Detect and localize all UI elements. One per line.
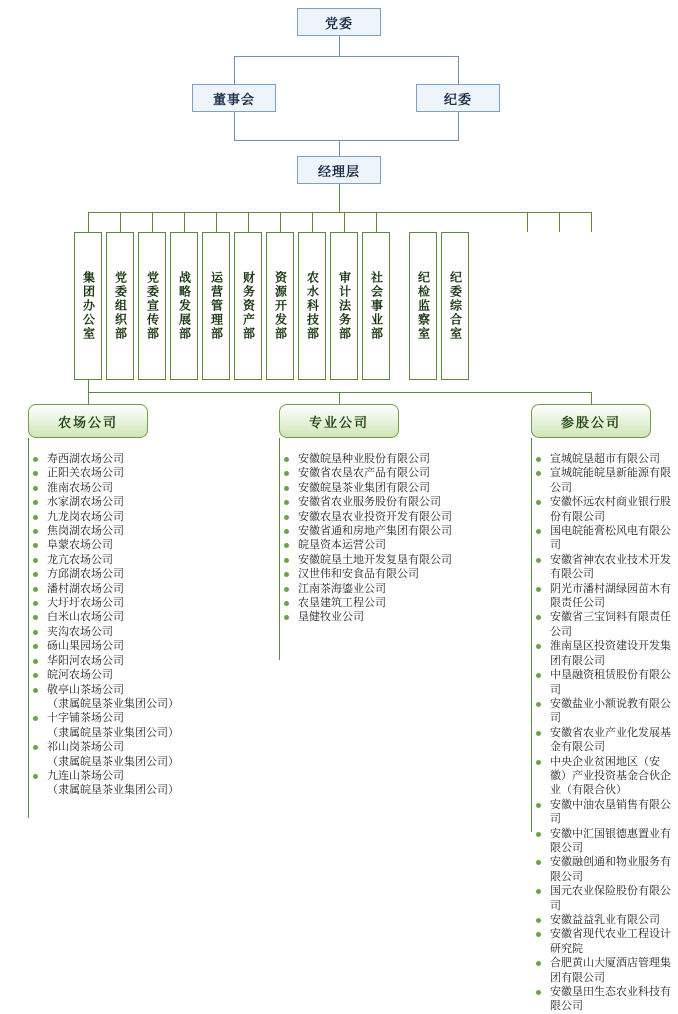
department-label: 财务资产部 bbox=[241, 271, 256, 341]
connector bbox=[376, 212, 377, 232]
group-header-farm-companies bbox=[28, 404, 148, 438]
connector bbox=[339, 184, 340, 212]
list-item: 中垦融资租赁股份有限公司 bbox=[533, 668, 673, 697]
department-label: 党委组织部 bbox=[113, 271, 128, 341]
list-item: 皖垦资本运营公司 bbox=[281, 538, 506, 552]
list-item: 正阳关农场公司 bbox=[30, 466, 245, 480]
node-board-of-directors bbox=[192, 84, 276, 112]
list-item: 水家湖农场公司 bbox=[30, 495, 245, 509]
list-item: 安徽垦田生态农业科技有限公司 bbox=[533, 985, 673, 1014]
department-label: 战略发展部 bbox=[177, 271, 192, 341]
department-label: 资源开发部 bbox=[273, 271, 288, 341]
department-label: 纪委综合室 bbox=[448, 271, 463, 341]
department-box bbox=[106, 232, 134, 380]
list-item: 九龙岗农场公司 bbox=[30, 510, 245, 524]
connector bbox=[234, 112, 235, 140]
list-affiliated-companies bbox=[533, 452, 673, 1014]
node-label: 党委 bbox=[324, 15, 353, 31]
connector bbox=[152, 212, 153, 232]
connector bbox=[339, 36, 340, 56]
connector bbox=[184, 212, 185, 232]
list-item: 龙亢农场公司 bbox=[30, 553, 245, 567]
connector bbox=[312, 212, 313, 232]
department-label: 社会事业部 bbox=[369, 271, 384, 341]
connector bbox=[234, 56, 459, 57]
group-title: 农场公司 bbox=[57, 414, 118, 430]
list-item: 安徽皖垦土地开发复垦有限公司 bbox=[281, 553, 506, 567]
department-box bbox=[298, 232, 326, 380]
department-box bbox=[202, 232, 230, 380]
list-item: 合肥黄山大厦酒店管理集团有限公司 bbox=[533, 956, 673, 985]
list-item: 安徽融创通和物业服务有限公司 bbox=[533, 855, 673, 884]
list-item: 大圩圩农场公司 bbox=[30, 596, 245, 610]
connector bbox=[28, 438, 29, 818]
list-item-note: （隶属皖垦茶业集团公司） bbox=[47, 697, 179, 710]
list-item: 淮南农场公司 bbox=[30, 481, 245, 495]
connector bbox=[248, 212, 249, 232]
list-item: 安徽怀远农村商业银行股份有限公司 bbox=[533, 495, 673, 524]
list-item: 潘村湖农场公司 bbox=[30, 582, 245, 596]
list-item: 九连山茶场公司 bbox=[30, 769, 245, 783]
node-management bbox=[297, 156, 381, 184]
connector bbox=[216, 212, 217, 232]
list-item: 安徽益益乳业有限公司 bbox=[533, 913, 673, 927]
list-item: 安徽省现代农业工程设计研究院 bbox=[533, 927, 673, 956]
list-item: 十字铺茶场公司 bbox=[30, 711, 245, 725]
department-label: 运营管理部 bbox=[209, 271, 224, 341]
list-item: 安徽中油农垦销售有限公司 bbox=[533, 798, 673, 827]
connector bbox=[344, 212, 345, 232]
list-item: 安徽省神农农业技术开发有限公司 bbox=[533, 553, 673, 582]
department-label: 党委宣传部 bbox=[145, 271, 160, 341]
list-item: 方邱湖农场公司 bbox=[30, 567, 245, 581]
list-item: 寿西湖农场公司 bbox=[30, 452, 245, 466]
list-item: 安徽省农业产业化发展基金有限公司 bbox=[533, 726, 673, 755]
department-box bbox=[441, 232, 469, 380]
list-item: 夹沟农场公司 bbox=[30, 625, 245, 639]
list-item: 焦岗湖农场公司 bbox=[30, 524, 245, 538]
department-row bbox=[74, 232, 469, 380]
list-item: 垦健牧业公司 bbox=[281, 610, 506, 624]
department-box bbox=[362, 232, 390, 380]
connector bbox=[527, 212, 528, 232]
list-item: 阜蒙农场公司 bbox=[30, 538, 245, 552]
department-label: 纪检监察室 bbox=[416, 271, 431, 341]
connector bbox=[279, 438, 280, 660]
list-item-note: （隶属皖垦茶业集团公司） bbox=[47, 726, 179, 739]
connector bbox=[234, 140, 459, 141]
list-item: 安徽省通和房地产集团有限公司 bbox=[281, 524, 506, 538]
connector bbox=[234, 56, 235, 84]
list-item: 安徽农垦农业投资开发有限公司 bbox=[281, 510, 506, 524]
list-item: 农垦建筑工程公司 bbox=[281, 596, 506, 610]
department-box bbox=[74, 232, 102, 380]
department-box bbox=[409, 232, 437, 380]
group-title: 参股公司 bbox=[560, 414, 621, 430]
department-box bbox=[170, 232, 198, 380]
list-item: 安徽省三宝饲料有限责任公司 bbox=[533, 610, 673, 639]
connector bbox=[88, 212, 591, 213]
node-label: 董事会 bbox=[212, 91, 255, 107]
department-label: 农水科技部 bbox=[305, 271, 320, 341]
connector bbox=[458, 56, 459, 84]
node-label: 纪委 bbox=[443, 91, 472, 107]
list-item: 中央企业贫困地区（安徽）产业投资基金合伙企业（有限合伙） bbox=[533, 755, 673, 798]
connector bbox=[88, 212, 89, 232]
group-title: 专业公司 bbox=[308, 414, 369, 430]
connector bbox=[88, 380, 89, 392]
department-box bbox=[138, 232, 166, 380]
list-item: 安徽皖垦茶业集团有限公司 bbox=[281, 481, 506, 495]
connector bbox=[458, 112, 459, 140]
list-item: 淮南垦区投资建设开发集团有限公司 bbox=[533, 639, 673, 668]
list-item: 安徽省农业服务股份有限公司 bbox=[281, 495, 506, 509]
list-item-note: （隶属皖垦茶业集团公司） bbox=[47, 755, 179, 768]
list-item: 安徽盐业小额说教有限公司 bbox=[533, 697, 673, 726]
connector bbox=[591, 212, 592, 232]
list-item: 宣城皖能皖垦新能源有限公司 bbox=[533, 466, 673, 495]
connector bbox=[280, 212, 281, 232]
list-item: 宣城皖垦超市有限公司 bbox=[533, 452, 673, 466]
department-box bbox=[330, 232, 358, 380]
list-professional-companies bbox=[281, 452, 506, 625]
department-box bbox=[234, 232, 262, 380]
group-header-professional-companies bbox=[279, 404, 399, 438]
list-item: 砀山果园场公司 bbox=[30, 639, 245, 653]
list-item: 祁山岗茶场公司 bbox=[30, 740, 245, 754]
department-label: 集团办公室 bbox=[81, 271, 96, 341]
connector bbox=[120, 212, 121, 232]
list-item: 安徽中汇国银德惠置业有限公司 bbox=[533, 827, 673, 856]
group-header-affiliated-companies bbox=[531, 404, 651, 438]
list-item: 安徽省农垦农产品有限公司 bbox=[281, 466, 506, 480]
list-item: 汉世伟和安食品有限公司 bbox=[281, 567, 506, 581]
list-item: 国电皖能膏松风电有限公司 bbox=[533, 524, 673, 553]
connector bbox=[531, 438, 532, 832]
list-item: 敬亭山茶场公司 bbox=[30, 683, 245, 697]
node-label: 经理层 bbox=[317, 163, 360, 179]
department-box bbox=[266, 232, 294, 380]
list-item: 安徽皖垦种业股份有限公司 bbox=[281, 452, 506, 466]
node-discipline-committee bbox=[416, 84, 500, 112]
list-item: 江南茶海鎏业公司 bbox=[281, 582, 506, 596]
list-item: 国元农业保险股份有限公司 bbox=[533, 884, 673, 913]
node-party-committee bbox=[297, 8, 381, 36]
department-label: 审计法务部 bbox=[337, 271, 352, 341]
list-item-note: （隶属皖垦茶业集团公司） bbox=[47, 784, 179, 797]
list-item: 阴光市潘村湖绿园苗木有限责任公司 bbox=[533, 582, 673, 611]
connector bbox=[339, 140, 340, 156]
list-item: 皖河农场公司 bbox=[30, 668, 245, 682]
list-farm-companies bbox=[30, 452, 245, 798]
list-item: 华阳河农场公司 bbox=[30, 654, 245, 668]
connector bbox=[559, 212, 560, 232]
list-item: 白米山农场公司 bbox=[30, 610, 245, 624]
